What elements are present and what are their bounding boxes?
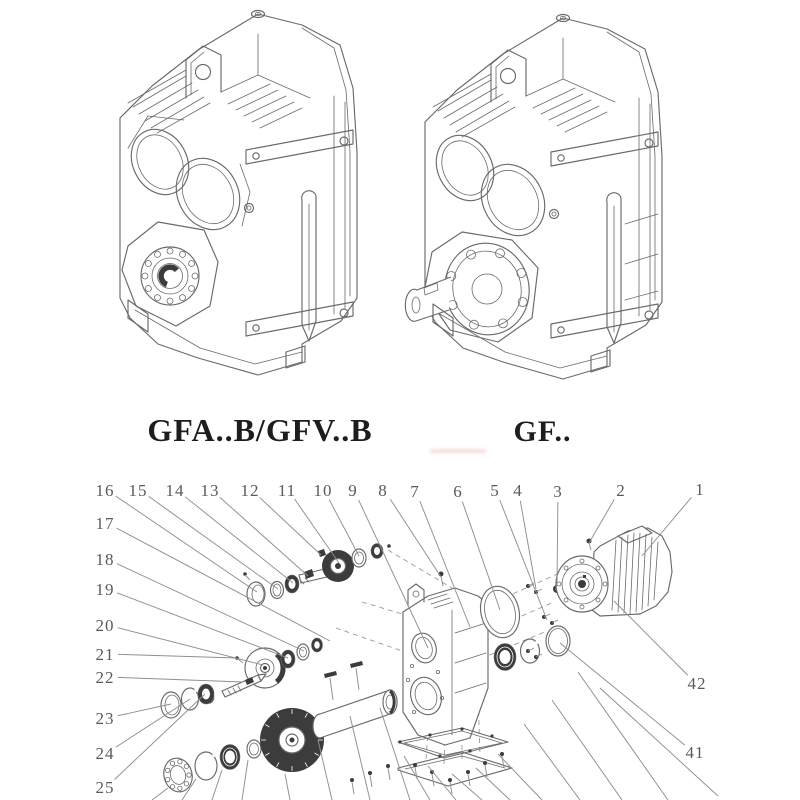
part-number-23: 23: [95, 709, 115, 728]
part-number-14: 14: [165, 481, 185, 500]
part-number-1: 1: [695, 480, 705, 499]
gearbox-drawing-hollow-shaft: [120, 11, 357, 376]
part-number-16: 16: [95, 481, 115, 500]
leader-line-22: [118, 677, 243, 682]
leader-line-24: [116, 699, 190, 747]
part-number-17: 17: [95, 514, 115, 533]
part-number-19: 19: [95, 580, 115, 599]
leader-line-8: [390, 499, 441, 577]
part-number-12: 12: [240, 481, 260, 500]
part-callouts: [96, 480, 707, 797]
leader-line-4: [520, 501, 536, 589]
motor-flange-parts: [475, 582, 570, 670]
leader-line-42: [614, 601, 688, 675]
part-number-22: 22: [95, 668, 115, 687]
leader-line-10: [329, 500, 359, 556]
model-label-gf: GF..: [513, 415, 572, 448]
leader-line-12: [260, 497, 321, 555]
part-number-4: 4: [513, 481, 523, 500]
part-number-3: 3: [553, 482, 563, 501]
leader-line-16: [116, 496, 257, 592]
part-number-13: 13: [200, 481, 220, 500]
part-number-7: 7: [410, 482, 420, 501]
gearbox-drawing-solid-shaft: [405, 15, 662, 380]
part-number-2: 2: [616, 481, 626, 500]
leader-line-14: [185, 497, 293, 583]
part-number-15: 15: [128, 481, 148, 500]
part-number-8: 8: [378, 481, 388, 500]
part-number-10: 10: [313, 481, 333, 500]
part-number-6: 6: [453, 482, 463, 501]
leader-line-21: [118, 654, 237, 658]
part-number-21: 21: [95, 645, 115, 664]
leader-line-13: [220, 497, 308, 576]
part-number-9: 9: [348, 481, 358, 500]
exploded-view-diagram: [96, 480, 719, 800]
part-number-41: 41: [685, 743, 705, 762]
part-number-18: 18: [95, 550, 115, 569]
flange-bolt-holes: [447, 249, 527, 329]
leader-line-18: [117, 564, 304, 651]
input-shaft-parts: [243, 544, 391, 607]
part-number-11: 11: [277, 481, 297, 500]
part-number-25: 25: [95, 778, 115, 797]
leader-line-9: [359, 500, 428, 648]
part-number-24: 24: [95, 744, 115, 763]
faint-red-mark: [430, 449, 486, 453]
bolt-circle: [142, 248, 198, 304]
part-number-5: 5: [490, 481, 500, 500]
part-number-42: 42: [687, 674, 707, 693]
leader-line-20: [118, 628, 263, 665]
electric-motor: [556, 526, 672, 616]
part-number-20: 20: [95, 616, 115, 635]
model-label-gfa-b-gfv-b: GFA..B/GFV..B: [147, 412, 373, 448]
intermediate-gear-parts: [161, 638, 323, 718]
leader-line-2: [589, 499, 614, 543]
leader-line-15: [149, 496, 278, 589]
leader-line-11: [295, 499, 339, 563]
leader-line-41: [560, 643, 685, 745]
